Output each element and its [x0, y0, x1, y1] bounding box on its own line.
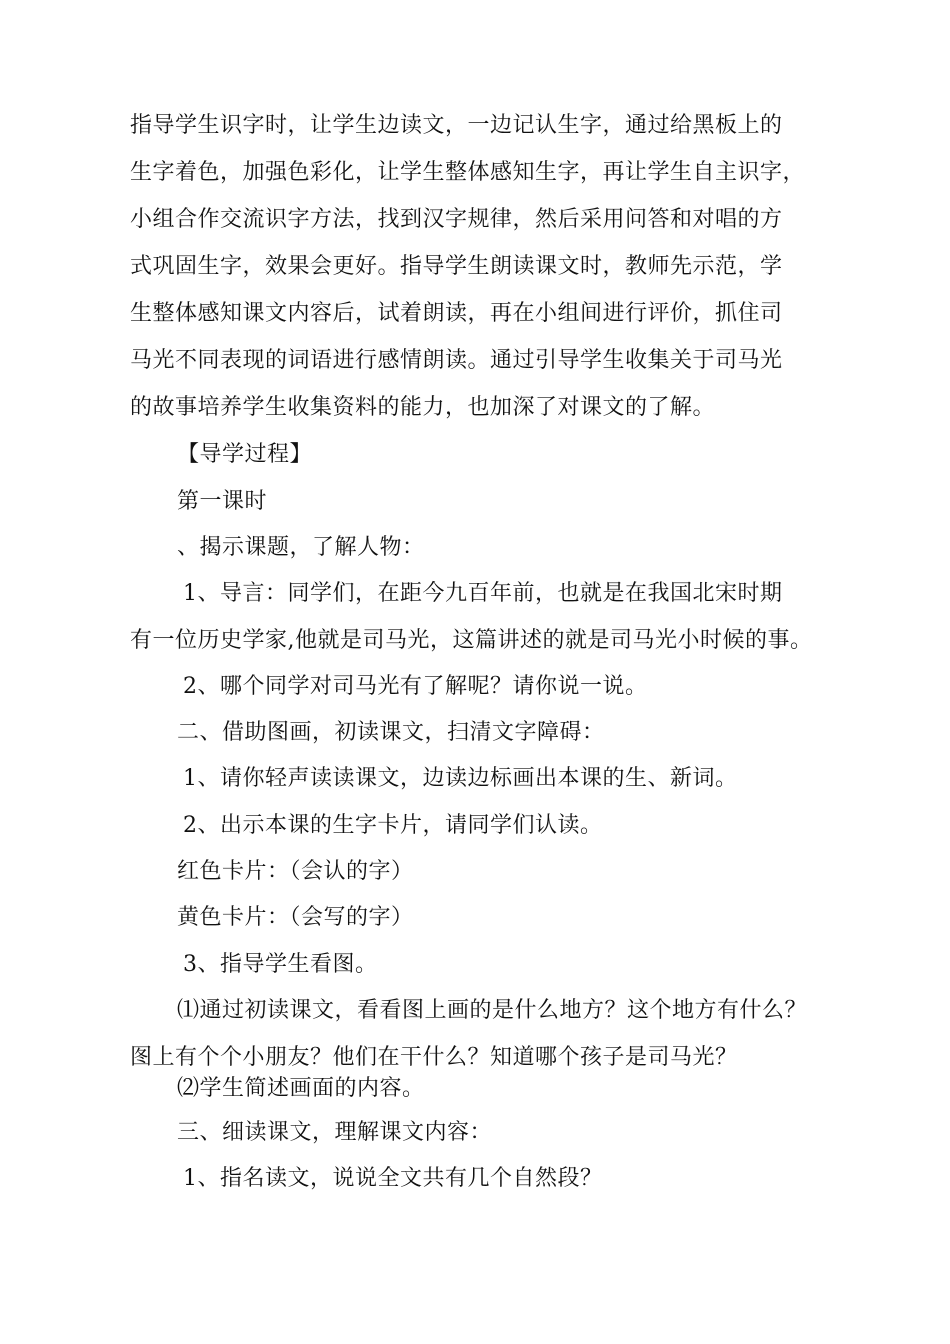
card-label-yellow: 黄色卡片：（会写的字） [177, 905, 414, 930]
body-paragraph-line: 的故事培养学生收集资料的能力，也加深了对课文的了解。 [130, 395, 716, 420]
section-heading: 【导学过程】 [177, 442, 313, 467]
body-paragraph-line: 式巩固生字，效果会更好。指导学生朗读课文时，教师先示范，学 [130, 254, 783, 279]
sub-list-item-continuation: 图上有个个小朋友？他们在干什么？知道哪个孩子是司马光？ [130, 1045, 738, 1070]
body-paragraph-line: 生整体感知课文内容后，试着朗读，再在小组间进行评价，抓住司 [130, 301, 783, 326]
list-item: 2、哪个同学对司马光有了解呢？请你说一说。 [183, 674, 648, 699]
step-heading: 三、细读课文，理解课文内容： [177, 1120, 493, 1145]
list-item: 3、指导学生看图。 [183, 952, 378, 977]
step-heading: 、揭示课题，了解人物： [177, 535, 425, 560]
list-item: 1、导言：同学们，在距今九百年前，也就是在我国北宋时期 [183, 581, 783, 606]
body-paragraph-line: 小组合作交流识字方法，找到汉字规律，然后采用问答和对唱的方 [130, 207, 783, 232]
body-paragraph-line: 马光不同表现的词语进行感情朗读。通过引导学生收集关于司马光 [130, 348, 783, 373]
list-item: 2、出示本课的生字卡片，请同学们认读。 [183, 813, 603, 838]
list-item-continuation: 有一位历史学家,他就是司马光，这篇讲述的就是司马光小时候的事。 [130, 628, 813, 653]
step-heading: 二、借助图画，初读课文，扫清文字障碍： [177, 720, 605, 745]
body-paragraph-line: 指导学生识字时，让学生边读文，一边记认生字，通过给黑板上的 [130, 113, 783, 138]
list-item: 1、请你轻声读读课文，边读边标画出本课的生、新词。 [183, 766, 738, 791]
sub-list-item: ⑴通过初读课文，看看图上画的是什么地方？这个地方有什么？ [177, 998, 808, 1023]
sub-list-item: ⑵学生简述画面的内容。 [177, 1076, 425, 1101]
lesson-heading: 第一课时 [177, 489, 268, 514]
body-paragraph-line: 生字着色，加强色彩化，让学生整体感知生字，再让学生自主识字， [130, 160, 806, 185]
card-label-red: 红色卡片：（会认的字） [177, 859, 414, 884]
list-item: 1、指名读文，说说全文共有几个自然段？ [183, 1166, 603, 1191]
